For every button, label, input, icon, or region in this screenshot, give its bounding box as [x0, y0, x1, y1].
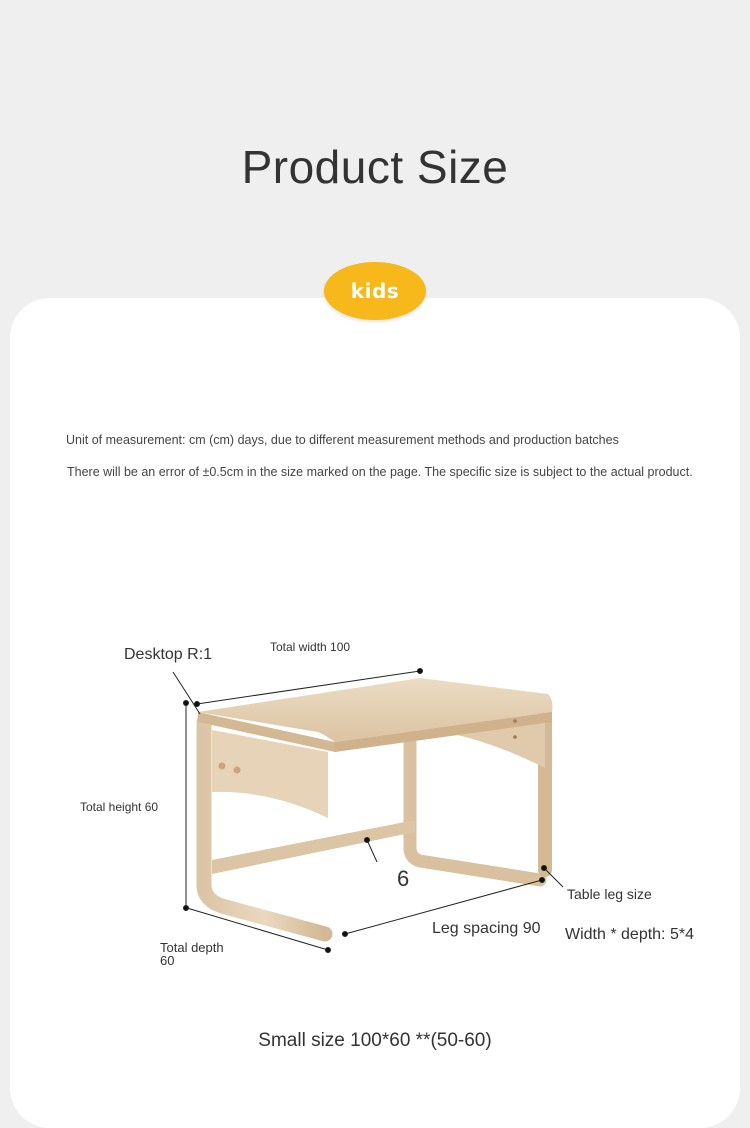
measurement-note-line2: There will be an error of ±0.5cm in the size marked on the page. The specific size is subject to the actual product.: [67, 465, 693, 479]
width-depth-label: Width * depth: 5*4: [565, 926, 694, 943]
table-leg-size-label: Table leg size: [567, 886, 652, 902]
front-leg-frame: [204, 722, 333, 934]
crossbar-size-label: 6: [397, 866, 410, 891]
total-width-label: Total width 100: [270, 640, 351, 654]
crossbar: [212, 820, 415, 874]
desktop-radius-label: Desktop R:1: [124, 646, 213, 663]
measurement-note-line1: Unit of measurement: cm (cm) days, due to different measurement methods and production batches: [66, 433, 619, 447]
total-depth-label: Total depth 60: [160, 940, 224, 968]
kids-badge-text: kids: [350, 279, 400, 303]
total-height-label: Total height 60: [80, 800, 159, 814]
size-caption: Small size 100*60 **(50-60): [258, 1030, 492, 1051]
leg-spacing-label: Leg spacing 90: [432, 920, 541, 937]
page-title: Product Size: [241, 141, 509, 193]
